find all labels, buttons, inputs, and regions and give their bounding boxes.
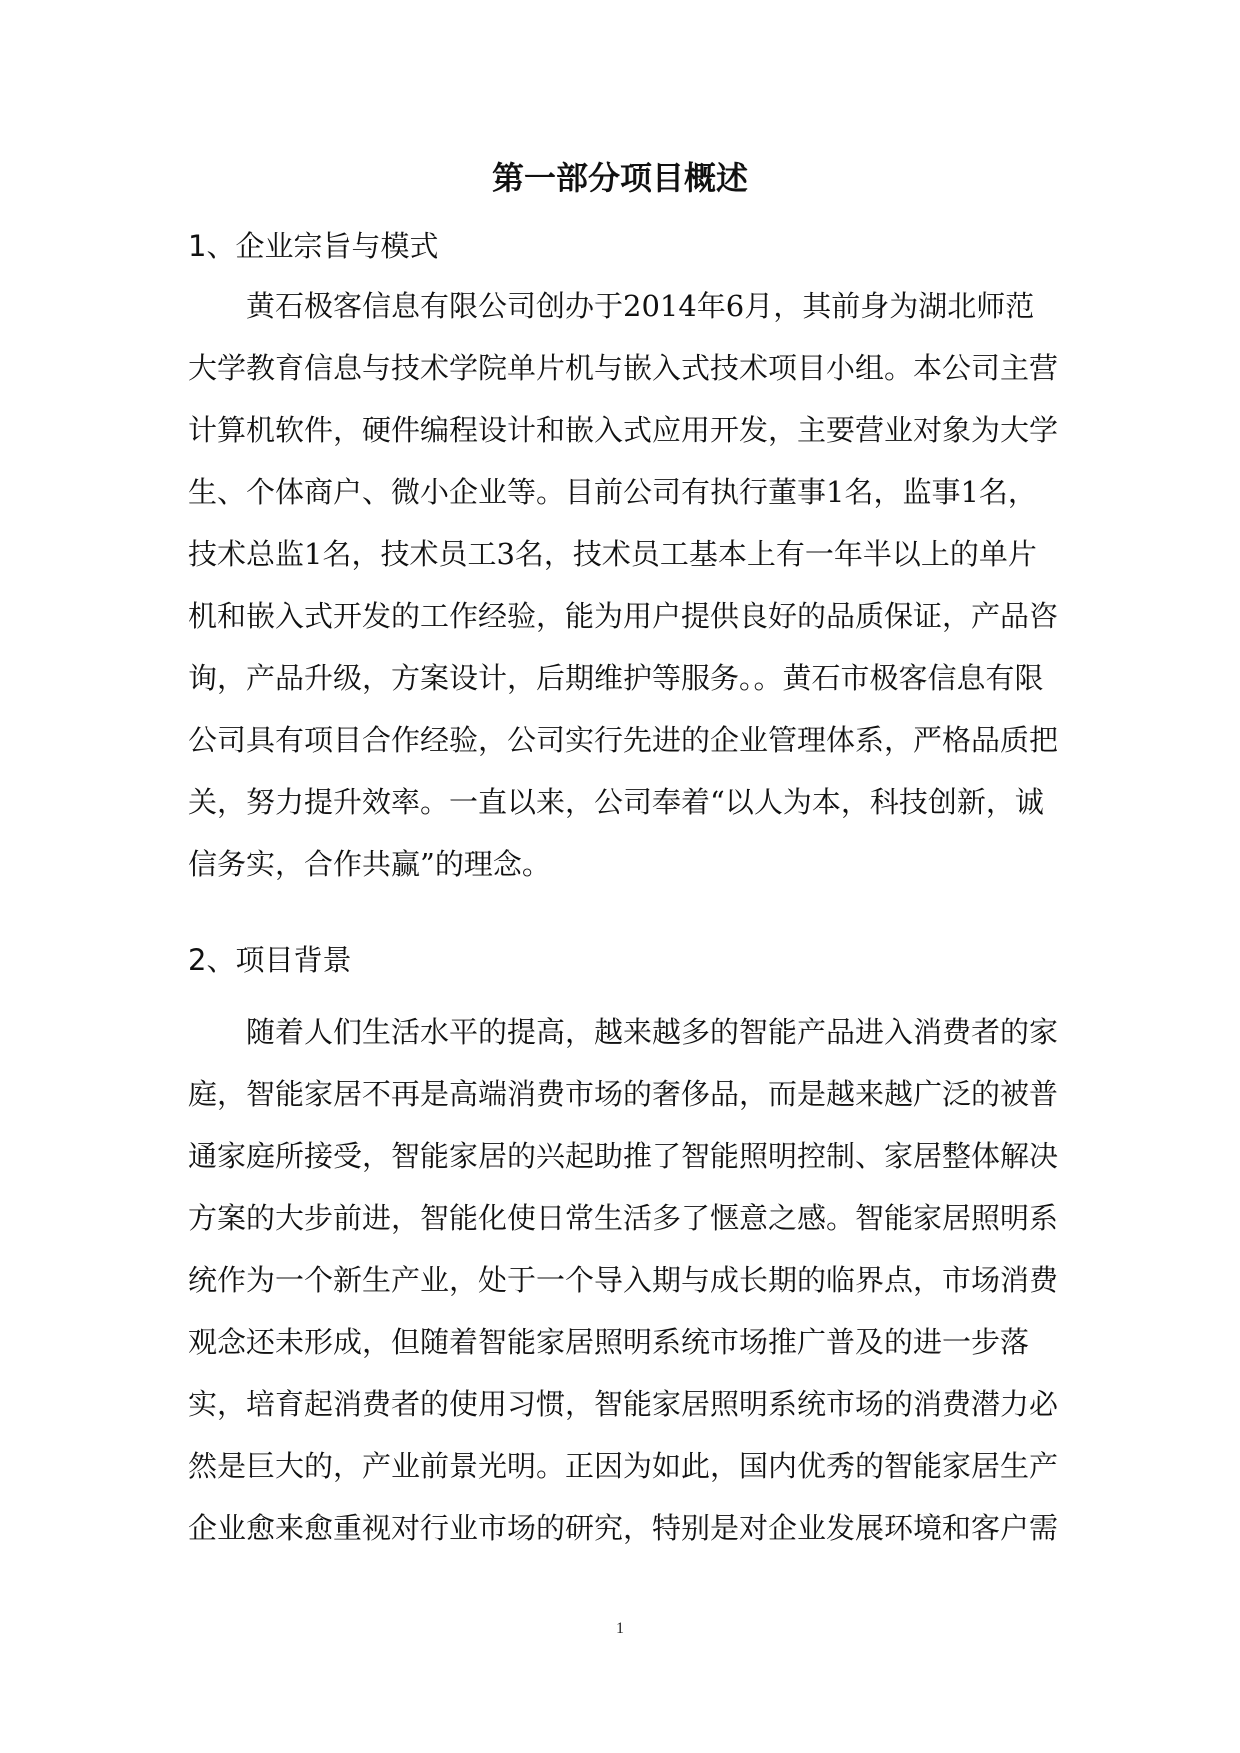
text-line: 关，努力提升效率。一直以来，公司奉着“以人为本，科技创新，诚: [188, 785, 1044, 819]
text-line: 计算机软件，硬件编程设计和嵌入式应用开发，主要营业对象为大学: [188, 413, 1059, 447]
text-line: 企业愈来愈重视对行业市场的研究，特别是对企业发展环境和客户需: [188, 1511, 1059, 1545]
text-line: 技术总监1名，技术员工3名，技术员工基本上有一年半以上的单片: [188, 537, 1037, 571]
text-line: 统作为一个新生产业，处于一个导入期与成长期的临界点，市场消费: [188, 1263, 1059, 1297]
page-number: 1: [616, 1620, 624, 1637]
text-line: 公司具有项目合作经验，公司实行先进的企业管理体系，严格品质把: [188, 723, 1059, 757]
text-line: 黄石极客信息有限公司创办于2014年6月，其前身为湖北师范: [188, 289, 1035, 323]
text-line: 生、个体商户、微小企业等。目前公司有执行董事1名，监事1名，: [188, 475, 1037, 509]
text-line: 方案的大步前进，智能化使日常生活多了惬意之感。智能家居照明系: [188, 1201, 1059, 1235]
section-body-mission: [188, 275, 1068, 895]
text-line: 通家庭所接受，智能家居的兴起助推了智能照明控制、家居整体解决: [188, 1139, 1059, 1173]
text-line: 观念还未形成，但随着智能家居照明系统市场推广普及的进一步落: [188, 1325, 1030, 1359]
text-line: 信务实，合作共赢”的理念。: [188, 847, 551, 881]
section-heading-background: 2、项目背景: [188, 943, 352, 977]
page-title: 第一部分项目概述: [491, 159, 748, 197]
text-line: 询，产品升级，方案设计，后期维护等服务。。黄石市极客信息有限: [188, 661, 1044, 695]
text-line: 然是巨大的，产业前景光明。正因为如此，国内优秀的智能家居生产: [188, 1449, 1059, 1483]
section-body-background: [188, 1001, 1068, 1559]
section-heading-mission: 1、企业宗旨与模式: [188, 229, 439, 263]
text-line: 实，培育起消费者的使用习惯，智能家居照明系统市场的消费潜力必: [188, 1387, 1059, 1421]
text-line: 大学教育信息与技术学院单片机与嵌入式技术项目小组。本公司主营: [188, 351, 1059, 385]
text-line: 庭，智能家居不再是高端消费市场的奢侈品，而是越来越广泛的被普: [188, 1077, 1059, 1111]
text-line: 机和嵌入式开发的工作经验，能为用户提供良好的品质保证，产品咨: [188, 599, 1059, 633]
text-line: 随着人们生活水平的提高，越来越多的智能产品进入消费者的家: [188, 1015, 1059, 1049]
